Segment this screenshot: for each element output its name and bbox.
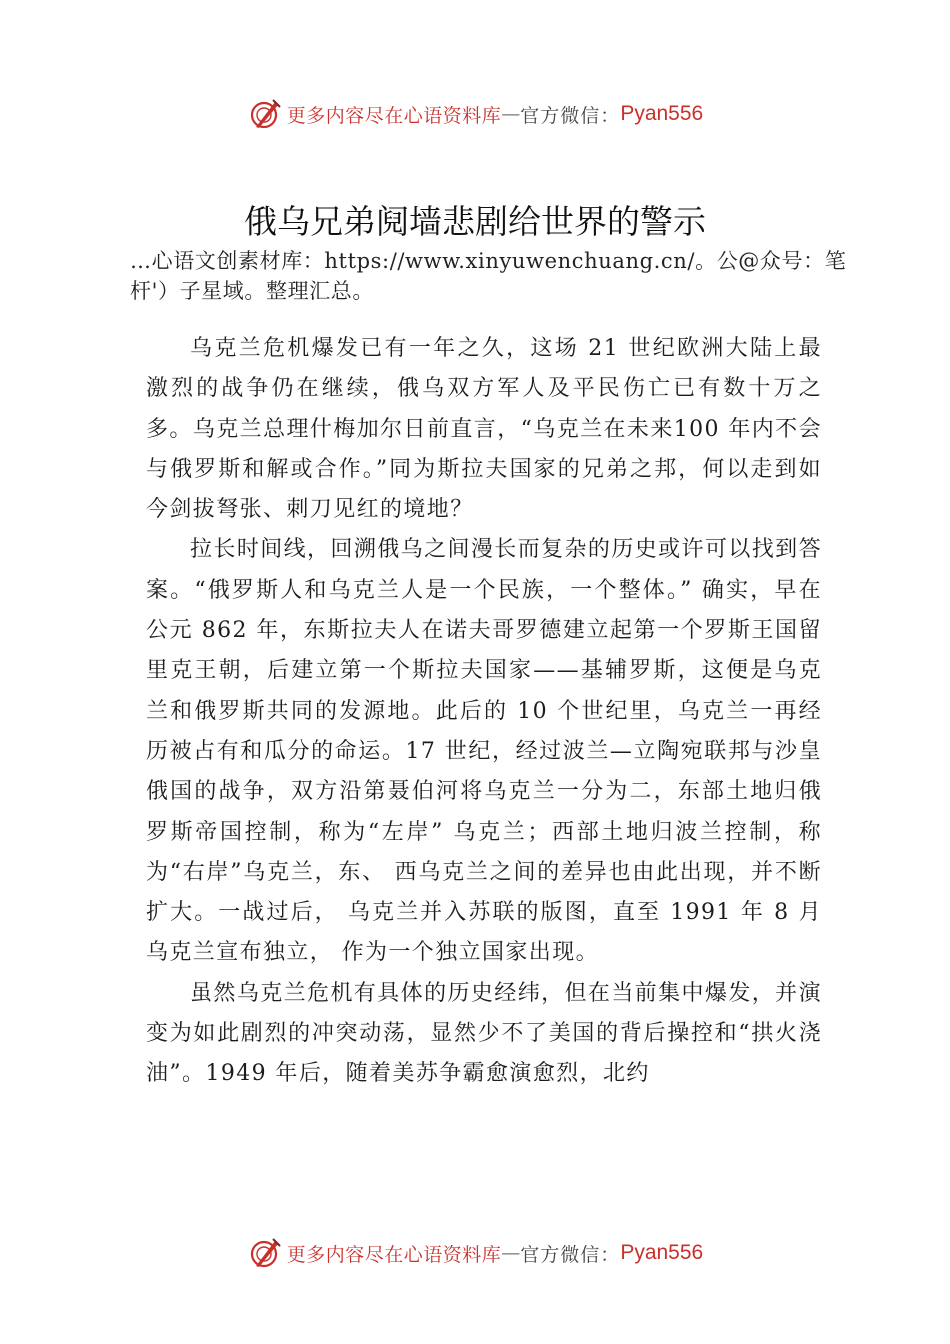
document-source-line: …心语文创素材库：https://www.xinyuwenchuang.cn/。公@众号：笔杆'）子星域。整理汇总。 [130,249,847,303]
banner-slogan: 更多内容尽在心语资料库 [286,104,502,127]
body-paragraph: 虽然乌克兰危机有具体的历史经纬，但在当前集中爆发，并演变为如此剧烈的冲突动荡，显然少不了美国的背后操控和“拱火浇油”。1949 年后，随着美苏争霸愈演愈烈，北约 [146,980,822,1087]
document-title: 俄乌兄弟阋墙悲剧给世界的警示 [244,202,706,241]
document-body [146,329,822,1095]
banner-separator: — [501,103,521,125]
body-paragraph: 拉长时间线，回溯俄乌之间漫长而复杂的历史或许可以找到答案。“俄罗斯人和乌克兰人是一个民族，一个整体。” 确实，早在公元 862 年，东斯拉夫人在诺夫哥罗德建立起第一个罗斯王国留里克王朝，后建立第一个斯拉夫国家——基辅罗斯，这便是乌克兰和俄罗斯共同的发源地。此后的 10 个世纪里，乌克兰一再经历被占有和瓜分的命运。17 世纪，经过波兰—立陶宛联邦与沙皇俄国的战争，双方沿第聂伯河将乌克兰一分为二，东部土地归俄罗斯帝国控制，称为“左岸” 乌克兰；西部土地归波兰控制，称为“右岸”乌克兰，东、 西乌克兰之间的差异也由此出现，并不断扩大。一战过后， 乌克兰并入苏联的版图，直至 1991 年 8 月乌克兰宣布独立， 作为一个独立国家出现。 [146,537,822,966]
banner-wechat-id: Pyan556 [620,102,704,125]
quill-pen-logo-icon [247,96,283,132]
footer-banner [0,1229,950,1277]
banner-slogan: 更多内容尽在心语资料库 [286,1243,502,1266]
banner-wechat-id: Pyan556 [620,1241,704,1264]
body-paragraph: 乌克兰危机爆发已有一年之久，这场 21 世纪欧洲大陆上最激烈的战争仍在继续，俄乌双方军人及平民伤亡已有数十万之多。乌克兰总理什梅加尔日前直言，“乌克兰在未来100 年内不会与俄罗斯和解或合作。”同为斯拉夫国家的兄弟之邦，何以走到如今剑拔弩张、刺刀见红的境地？ [146,336,822,523]
banner-separator: — [501,1242,521,1264]
banner-wechat-label: 官方微信： [520,104,621,127]
banner-wechat-label: 官方微信： [520,1243,621,1266]
header-banner [0,90,950,138]
quill-pen-logo-icon [247,1235,283,1271]
